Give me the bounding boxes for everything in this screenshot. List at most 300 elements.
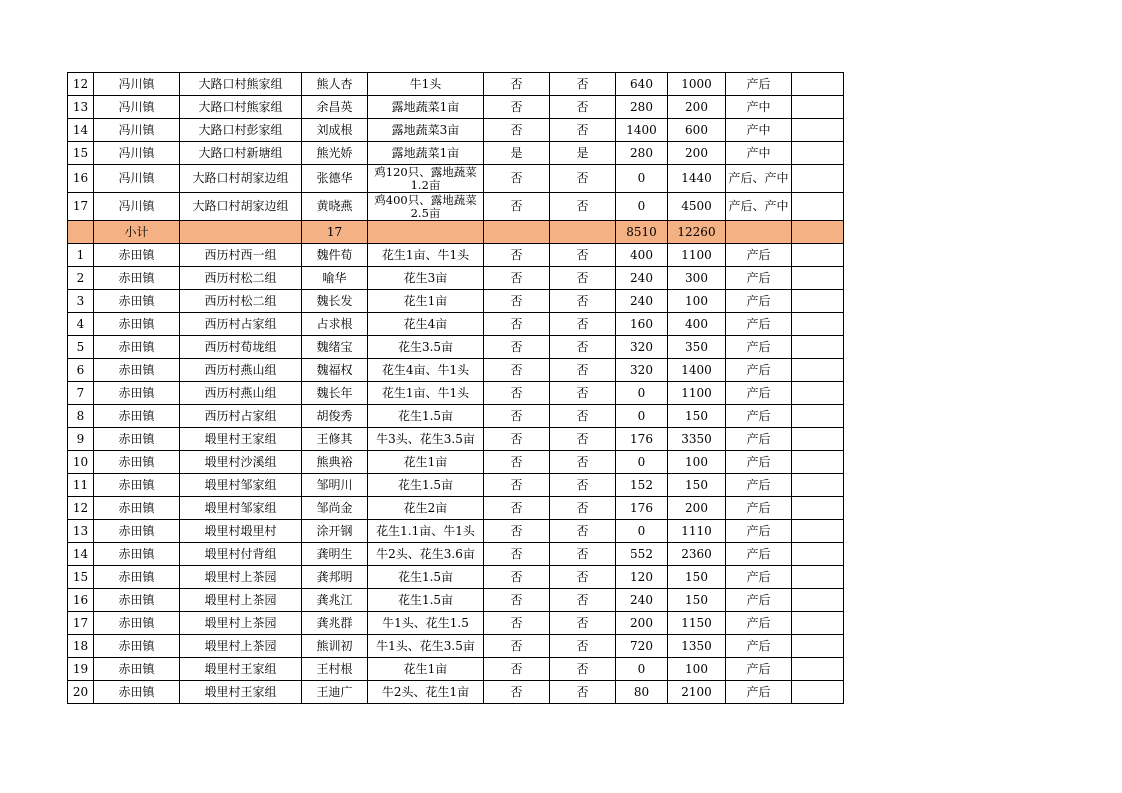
flag-cell-2: 否 <box>550 359 616 382</box>
flag-cell-1: 否 <box>484 96 550 119</box>
value-cell-2: 100 <box>668 451 726 474</box>
row-number: 2 <box>68 267 94 290</box>
table-row <box>68 543 844 566</box>
stage-cell: 产中 <box>726 96 792 119</box>
flag-cell-1: 否 <box>484 244 550 267</box>
row-number: 18 <box>68 635 94 658</box>
village-group-cell: 大路口村胡家边组 <box>180 165 302 193</box>
item-cell: 花生1.5亩 <box>368 566 484 589</box>
table-row <box>68 612 844 635</box>
town-cell: 赤田镇 <box>94 359 180 382</box>
table-row <box>68 428 844 451</box>
row-number: 10 <box>68 451 94 474</box>
value-cell-1: 280 <box>616 96 668 119</box>
stage-cell: 产后 <box>726 589 792 612</box>
person-name-cell: 龚兆江 <box>302 589 368 612</box>
empty-cell <box>792 635 844 658</box>
table-row <box>68 566 844 589</box>
empty-cell <box>792 73 844 96</box>
value-cell-1: 400 <box>616 244 668 267</box>
flag-cell-1: 否 <box>484 267 550 290</box>
town-cell: 赤田镇 <box>94 428 180 451</box>
item-cell: 露地蔬菜3亩 <box>368 119 484 142</box>
village-group-cell: 塅里村王家组 <box>180 658 302 681</box>
value-cell-2: 200 <box>668 142 726 165</box>
value-cell-2: 1400 <box>668 359 726 382</box>
value-cell-2: 1100 <box>668 244 726 267</box>
item-cell: 花生1亩、牛1头 <box>368 382 484 405</box>
row-number: 15 <box>68 566 94 589</box>
empty-cell <box>792 520 844 543</box>
empty-cell <box>792 193 844 221</box>
table-row <box>68 313 844 336</box>
table-row <box>68 681 844 704</box>
row-number: 13 <box>68 96 94 119</box>
empty-cell <box>792 497 844 520</box>
value-cell-1: 176 <box>616 428 668 451</box>
flag-cell-1: 否 <box>484 313 550 336</box>
town-cell: 冯川镇 <box>94 142 180 165</box>
town-cell: 赤田镇 <box>94 635 180 658</box>
village-group-cell: 西历村占家组 <box>180 313 302 336</box>
item-cell: 牛2头、花生1亩 <box>368 681 484 704</box>
subtotal-v2: 12260 <box>668 221 726 244</box>
table-row <box>68 451 844 474</box>
value-cell-1: 152 <box>616 474 668 497</box>
town-cell: 赤田镇 <box>94 543 180 566</box>
value-cell-2: 150 <box>668 566 726 589</box>
person-name-cell: 熊光娇 <box>302 142 368 165</box>
flag-cell-1: 是 <box>484 142 550 165</box>
value-cell-2: 150 <box>668 589 726 612</box>
value-cell-2: 600 <box>668 119 726 142</box>
flag-cell-2: 否 <box>550 290 616 313</box>
value-cell-1: 1400 <box>616 119 668 142</box>
village-group-cell: 西历村松二组 <box>180 267 302 290</box>
empty-cell <box>792 267 844 290</box>
stage-cell: 产后 <box>726 73 792 96</box>
empty-cell <box>792 658 844 681</box>
row-number: 16 <box>68 589 94 612</box>
person-name-cell: 龚明生 <box>302 543 368 566</box>
person-name-cell: 龚兆群 <box>302 612 368 635</box>
table-row <box>68 290 844 313</box>
empty-cell <box>792 142 844 165</box>
item-cell: 花生1.5亩 <box>368 589 484 612</box>
item-cell: 露地蔬菜1亩 <box>368 142 484 165</box>
town-cell: 赤田镇 <box>94 290 180 313</box>
table-row <box>68 73 844 96</box>
town-cell: 赤田镇 <box>94 451 180 474</box>
stage-cell: 产中 <box>726 142 792 165</box>
town-cell: 赤田镇 <box>94 474 180 497</box>
data-table <box>67 72 844 704</box>
flag-cell-1: 否 <box>484 612 550 635</box>
town-cell: 赤田镇 <box>94 336 180 359</box>
value-cell-1: 176 <box>616 497 668 520</box>
town-cell: 赤田镇 <box>94 313 180 336</box>
person-name-cell: 邹尚金 <box>302 497 368 520</box>
value-cell-2: 3350 <box>668 428 726 451</box>
subtotal-section <box>68 221 844 244</box>
flag-cell-1: 否 <box>484 497 550 520</box>
village-group-cell: 塅里村付背组 <box>180 543 302 566</box>
flag-cell-2: 否 <box>550 658 616 681</box>
value-cell-2: 200 <box>668 96 726 119</box>
empty-cell <box>792 119 844 142</box>
flag-cell-2: 否 <box>550 497 616 520</box>
value-cell-2: 400 <box>668 313 726 336</box>
value-cell-1: 80 <box>616 681 668 704</box>
row-number: 5 <box>68 336 94 359</box>
table-row <box>68 658 844 681</box>
flag-cell-2: 否 <box>550 681 616 704</box>
row-number: 15 <box>68 142 94 165</box>
stage-cell: 产后 <box>726 382 792 405</box>
town-cell: 冯川镇 <box>94 119 180 142</box>
person-name-cell: 喻华 <box>302 267 368 290</box>
item-cell: 鸡400只、露地蔬菜2.5亩 <box>368 193 484 221</box>
value-cell-1: 160 <box>616 313 668 336</box>
flag-cell-1: 否 <box>484 635 550 658</box>
town-cell: 冯川镇 <box>94 73 180 96</box>
subtotal-extra-cell <box>792 221 844 244</box>
flag-cell-1: 否 <box>484 658 550 681</box>
stage-cell: 产后 <box>726 244 792 267</box>
item-cell: 花生4亩 <box>368 313 484 336</box>
stage-cell: 产后 <box>726 451 792 474</box>
flag-cell-2: 否 <box>550 566 616 589</box>
stage-cell: 产后 <box>726 612 792 635</box>
value-cell-2: 300 <box>668 267 726 290</box>
item-cell: 花生3.5亩 <box>368 336 484 359</box>
item-cell: 花生1亩 <box>368 290 484 313</box>
item-cell: 花生1亩 <box>368 658 484 681</box>
stage-cell: 产后 <box>726 635 792 658</box>
flag-cell-1: 否 <box>484 428 550 451</box>
row-number: 1 <box>68 244 94 267</box>
stage-cell: 产后 <box>726 520 792 543</box>
row-number: 17 <box>68 193 94 221</box>
flag-cell-2: 否 <box>550 612 616 635</box>
item-cell: 牛1头 <box>368 73 484 96</box>
person-name-cell: 王村根 <box>302 658 368 681</box>
flag-cell-2: 否 <box>550 428 616 451</box>
subtotal-item-cell <box>368 221 484 244</box>
village-group-cell: 大路口村熊家组 <box>180 96 302 119</box>
subtotal-label: 小计 <box>94 221 180 244</box>
empty-cell <box>792 96 844 119</box>
stage-cell: 产后 <box>726 267 792 290</box>
value-cell-1: 280 <box>616 142 668 165</box>
town-cell: 赤田镇 <box>94 382 180 405</box>
person-name-cell: 魏福权 <box>302 359 368 382</box>
person-name-cell: 熊典裕 <box>302 451 368 474</box>
flag-cell-2: 否 <box>550 589 616 612</box>
village-group-cell: 西历村燕山组 <box>180 359 302 382</box>
value-cell-2: 2360 <box>668 543 726 566</box>
subtotal-row <box>68 221 844 244</box>
value-cell-2: 100 <box>668 658 726 681</box>
value-cell-1: 0 <box>616 520 668 543</box>
table-row <box>68 244 844 267</box>
empty-cell <box>792 336 844 359</box>
value-cell-2: 1110 <box>668 520 726 543</box>
village-group-cell: 塅里村上茶园 <box>180 589 302 612</box>
value-cell-1: 240 <box>616 589 668 612</box>
empty-cell <box>792 382 844 405</box>
value-cell-1: 0 <box>616 405 668 428</box>
item-cell: 露地蔬菜1亩 <box>368 96 484 119</box>
flag-cell-1: 否 <box>484 681 550 704</box>
row-number: 19 <box>68 658 94 681</box>
flag-cell-1: 否 <box>484 119 550 142</box>
stage-cell: 产后、产中 <box>726 193 792 221</box>
village-group-cell: 大路口村新塘组 <box>180 142 302 165</box>
town-cell: 赤田镇 <box>94 658 180 681</box>
row-number: 16 <box>68 165 94 193</box>
table-row <box>68 497 844 520</box>
item-cell: 花生1.5亩 <box>368 474 484 497</box>
flag-cell-2: 否 <box>550 119 616 142</box>
row-number: 20 <box>68 681 94 704</box>
empty-cell <box>792 290 844 313</box>
stage-cell: 产后 <box>726 336 792 359</box>
flag-cell-1: 否 <box>484 405 550 428</box>
stage-cell: 产后 <box>726 497 792 520</box>
item-cell: 花生2亩 <box>368 497 484 520</box>
person-name-cell: 余昌英 <box>302 96 368 119</box>
village-group-cell: 西历村占家组 <box>180 405 302 428</box>
town-cell: 赤田镇 <box>94 612 180 635</box>
table-row <box>68 119 844 142</box>
subtotal-count: 17 <box>302 221 368 244</box>
town-cell: 赤田镇 <box>94 566 180 589</box>
village-group-cell: 塅里村上茶园 <box>180 635 302 658</box>
row-number: 14 <box>68 543 94 566</box>
value-cell-2: 150 <box>668 474 726 497</box>
table-row <box>68 382 844 405</box>
empty-cell <box>792 566 844 589</box>
village-group-cell: 塅里村上茶园 <box>180 612 302 635</box>
row-number: 12 <box>68 497 94 520</box>
flag-cell-1: 否 <box>484 566 550 589</box>
value-cell-2: 1000 <box>668 73 726 96</box>
empty-cell <box>792 165 844 193</box>
person-name-cell: 魏件荀 <box>302 244 368 267</box>
subtotal-c1-cell <box>484 221 550 244</box>
flag-cell-2: 是 <box>550 142 616 165</box>
flag-cell-1: 否 <box>484 382 550 405</box>
row-number: 13 <box>68 520 94 543</box>
value-cell-1: 320 <box>616 359 668 382</box>
top-rows <box>68 73 844 221</box>
value-cell-2: 4500 <box>668 193 726 221</box>
village-group-cell: 塅里村沙溪组 <box>180 451 302 474</box>
stage-cell: 产后 <box>726 681 792 704</box>
value-cell-2: 1350 <box>668 635 726 658</box>
flag-cell-1: 否 <box>484 165 550 193</box>
village-group-cell: 西历村西一组 <box>180 244 302 267</box>
flag-cell-1: 否 <box>484 474 550 497</box>
item-cell: 花生3亩 <box>368 267 484 290</box>
person-name-cell: 王迪广 <box>302 681 368 704</box>
flag-cell-1: 否 <box>484 359 550 382</box>
flag-cell-1: 否 <box>484 543 550 566</box>
person-name-cell: 熊人杏 <box>302 73 368 96</box>
village-group-cell: 塅里村王家组 <box>180 428 302 451</box>
value-cell-1: 240 <box>616 290 668 313</box>
person-name-cell: 王修其 <box>302 428 368 451</box>
flag-cell-2: 否 <box>550 635 616 658</box>
flag-cell-2: 否 <box>550 474 616 497</box>
person-name-cell: 熊训初 <box>302 635 368 658</box>
table-row <box>68 142 844 165</box>
value-cell-1: 0 <box>616 658 668 681</box>
person-name-cell: 邹明川 <box>302 474 368 497</box>
town-cell: 冯川镇 <box>94 96 180 119</box>
village-group-cell: 塅里村邹家组 <box>180 474 302 497</box>
person-name-cell: 黄晓燕 <box>302 193 368 221</box>
person-name-cell: 张德华 <box>302 165 368 193</box>
flag-cell-2: 否 <box>550 336 616 359</box>
stage-cell: 产后 <box>726 543 792 566</box>
flag-cell-1: 否 <box>484 520 550 543</box>
value-cell-1: 0 <box>616 382 668 405</box>
empty-cell <box>792 681 844 704</box>
subtotal-no-cell <box>68 221 94 244</box>
town-cell: 冯川镇 <box>94 165 180 193</box>
person-name-cell: 刘成根 <box>302 119 368 142</box>
item-cell: 花生1.5亩 <box>368 405 484 428</box>
row-number: 14 <box>68 119 94 142</box>
table-row <box>68 589 844 612</box>
empty-cell <box>792 244 844 267</box>
item-cell: 牛1头、花生3.5亩 <box>368 635 484 658</box>
row-number: 17 <box>68 612 94 635</box>
row-number: 12 <box>68 73 94 96</box>
empty-cell <box>792 405 844 428</box>
town-cell: 赤田镇 <box>94 267 180 290</box>
flag-cell-2: 否 <box>550 73 616 96</box>
flag-cell-2: 否 <box>550 520 616 543</box>
flag-cell-2: 否 <box>550 165 616 193</box>
person-name-cell: 占求根 <box>302 313 368 336</box>
table-row <box>68 267 844 290</box>
stage-cell: 产后 <box>726 566 792 589</box>
item-cell: 牛3头、花生3.5亩 <box>368 428 484 451</box>
flag-cell-2: 否 <box>550 451 616 474</box>
empty-cell <box>792 451 844 474</box>
village-group-cell: 大路口村彭家组 <box>180 119 302 142</box>
table-row <box>68 520 844 543</box>
stage-cell: 产后 <box>726 290 792 313</box>
subtotal-group-cell <box>180 221 302 244</box>
table-row <box>68 193 844 221</box>
item-cell: 花生1亩、牛1头 <box>368 244 484 267</box>
item-cell: 牛2头、花生3.6亩 <box>368 543 484 566</box>
village-group-cell: 西历村荀垅组 <box>180 336 302 359</box>
flag-cell-2: 否 <box>550 96 616 119</box>
village-group-cell: 塅里村王家组 <box>180 681 302 704</box>
value-cell-1: 320 <box>616 336 668 359</box>
village-group-cell: 塅里村上茶园 <box>180 566 302 589</box>
stage-cell: 产后 <box>726 359 792 382</box>
town-cell: 赤田镇 <box>94 244 180 267</box>
village-group-cell: 西历村松二组 <box>180 290 302 313</box>
value-cell-2: 100 <box>668 290 726 313</box>
value-cell-1: 200 <box>616 612 668 635</box>
value-cell-1: 640 <box>616 73 668 96</box>
stage-cell: 产后、产中 <box>726 165 792 193</box>
town-cell: 冯川镇 <box>94 193 180 221</box>
person-name-cell: 龚邦明 <box>302 566 368 589</box>
value-cell-1: 240 <box>616 267 668 290</box>
empty-cell <box>792 474 844 497</box>
flag-cell-1: 否 <box>484 336 550 359</box>
village-group-cell: 大路口村熊家组 <box>180 73 302 96</box>
town-cell: 赤田镇 <box>94 681 180 704</box>
table-row <box>68 96 844 119</box>
person-name-cell: 魏长年 <box>302 382 368 405</box>
value-cell-2: 150 <box>668 405 726 428</box>
flag-cell-2: 否 <box>550 193 616 221</box>
value-cell-2: 1150 <box>668 612 726 635</box>
row-number: 6 <box>68 359 94 382</box>
value-cell-1: 552 <box>616 543 668 566</box>
village-group-cell: 西历村燕山组 <box>180 382 302 405</box>
stage-cell: 产后 <box>726 313 792 336</box>
subtotal-stage-cell <box>726 221 792 244</box>
value-cell-1: 0 <box>616 165 668 193</box>
value-cell-2: 200 <box>668 497 726 520</box>
item-cell: 花生4亩、牛1头 <box>368 359 484 382</box>
row-number: 11 <box>68 474 94 497</box>
value-cell-1: 0 <box>616 193 668 221</box>
town-cell: 赤田镇 <box>94 405 180 428</box>
flag-cell-2: 否 <box>550 382 616 405</box>
village-group-cell: 塅里村邹家组 <box>180 497 302 520</box>
value-cell-2: 350 <box>668 336 726 359</box>
item-cell: 花生1.1亩、牛1头 <box>368 520 484 543</box>
flag-cell-1: 否 <box>484 193 550 221</box>
empty-cell <box>792 428 844 451</box>
stage-cell: 产后 <box>726 405 792 428</box>
flag-cell-2: 否 <box>550 267 616 290</box>
item-cell: 鸡120只、露地蔬菜1.2亩 <box>368 165 484 193</box>
subtotal-v1: 8510 <box>616 221 668 244</box>
flag-cell-1: 否 <box>484 73 550 96</box>
table-row <box>68 635 844 658</box>
row-number: 3 <box>68 290 94 313</box>
flag-cell-2: 否 <box>550 244 616 267</box>
stage-cell: 产后 <box>726 428 792 451</box>
row-number: 9 <box>68 428 94 451</box>
value-cell-1: 120 <box>616 566 668 589</box>
flag-cell-2: 否 <box>550 313 616 336</box>
table-row <box>68 405 844 428</box>
village-group-cell: 大路口村胡家边组 <box>180 193 302 221</box>
row-number: 8 <box>68 405 94 428</box>
town-cell: 赤田镇 <box>94 589 180 612</box>
person-name-cell: 魏长发 <box>302 290 368 313</box>
value-cell-1: 0 <box>616 451 668 474</box>
item-cell: 花生1亩 <box>368 451 484 474</box>
person-name-cell: 魏绪宝 <box>302 336 368 359</box>
stage-cell: 产后 <box>726 474 792 497</box>
value-cell-2: 2100 <box>668 681 726 704</box>
person-name-cell: 胡俊秀 <box>302 405 368 428</box>
